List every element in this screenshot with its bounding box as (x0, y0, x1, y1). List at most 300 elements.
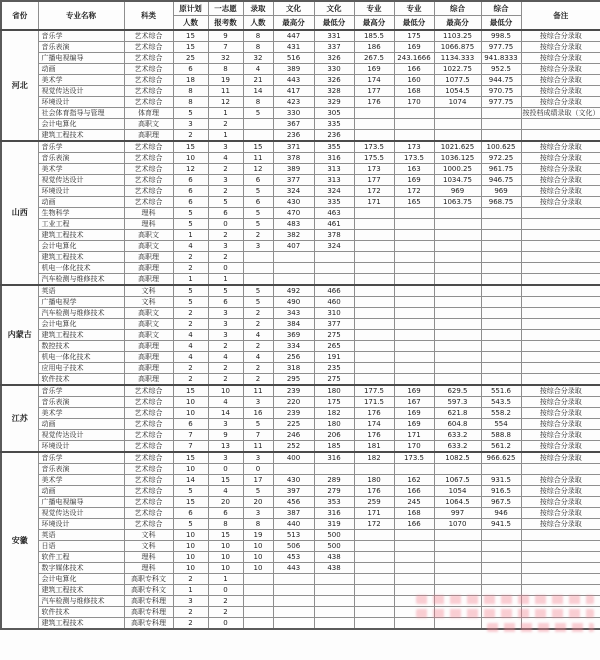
admitted-count-cell: 6 (243, 175, 273, 186)
admitted-count-cell (243, 618, 273, 630)
remark-cell (521, 618, 600, 630)
composite-min-cell: 588.8 (481, 430, 521, 441)
plan-count-cell: 2 (173, 252, 208, 263)
remark-cell: 按综合分录取 (521, 519, 600, 530)
category-cell: 艺术综合 (124, 441, 173, 453)
composite-min-cell: 952.5 (481, 64, 521, 75)
header-plan-sub: 人数 (173, 16, 208, 31)
composite-min-cell (481, 618, 521, 630)
table-row (1, 397, 600, 408)
remark-cell: 按综合分录取 (521, 186, 600, 197)
major-score-max-cell: 176 (354, 430, 394, 441)
culture-max-cell: 225 (273, 419, 314, 430)
table-row (1, 363, 600, 374)
table-row (1, 64, 600, 75)
first-choice-count-cell: 2 (208, 252, 243, 263)
table-row (1, 430, 600, 441)
major-cell: 会计电算化 (38, 574, 124, 585)
table-row (1, 596, 600, 607)
major-score-max-cell (354, 563, 394, 574)
major-score-min-cell (394, 352, 434, 363)
table-row (1, 352, 600, 363)
first-choice-count-cell: 9 (208, 30, 243, 42)
major-score-min-cell (394, 119, 434, 130)
culture-max-cell (273, 585, 314, 596)
table-row (1, 86, 600, 97)
major-score-max-cell: 176 (354, 97, 394, 108)
major-score-max-cell: 174 (354, 75, 394, 86)
first-choice-count-cell: 5 (208, 197, 243, 208)
remark-cell (521, 297, 600, 308)
first-choice-count-cell: 10 (208, 563, 243, 574)
culture-min-cell (314, 574, 354, 585)
major-score-max-cell (354, 208, 394, 219)
composite-max-cell (434, 285, 481, 297)
composite-min-cell: 551.6 (481, 385, 521, 397)
table-row (1, 441, 600, 453)
first-choice-count-cell: 9 (208, 430, 243, 441)
major-score-max-cell (354, 274, 394, 286)
category-cell: 艺术综合 (124, 519, 173, 530)
admitted-count-cell: 4 (243, 64, 273, 75)
plan-count-cell: 4 (173, 330, 208, 341)
category-cell: 艺术综合 (124, 164, 173, 175)
first-choice-count-cell: 0 (208, 618, 243, 630)
major-score-min-cell (394, 319, 434, 330)
header-major-score-min-sub: 最低分 (394, 16, 434, 31)
table-row (1, 585, 600, 596)
composite-min-cell: 968.75 (481, 197, 521, 208)
admitted-count-cell (243, 607, 273, 618)
composite-max-cell (434, 585, 481, 596)
first-choice-count-cell: 10 (208, 552, 243, 563)
table-row (1, 508, 600, 519)
culture-max-cell: 483 (273, 219, 314, 230)
culture-min-cell: 461 (314, 219, 354, 230)
culture-max-cell: 389 (273, 164, 314, 175)
category-cell: 艺术综合 (124, 385, 173, 397)
composite-min-cell: 977.75 (481, 97, 521, 108)
table-row (1, 252, 600, 263)
culture-min-cell (314, 274, 354, 286)
major-score-max-cell (354, 119, 394, 130)
first-choice-count-cell: 15 (208, 530, 243, 541)
composite-max-cell: 633.2 (434, 430, 481, 441)
major-score-min-cell: 170 (394, 441, 434, 453)
composite-min-cell (481, 530, 521, 541)
plan-count-cell: 1 (173, 274, 208, 286)
first-choice-count-cell: 10 (208, 541, 243, 552)
culture-max-cell: 506 (273, 541, 314, 552)
culture-max-cell (273, 618, 314, 630)
remark-cell: 按综合分录取 (521, 164, 600, 175)
admitted-count-cell: 4 (243, 330, 273, 341)
major-score-min-cell (394, 596, 434, 607)
major-score-max-cell (354, 530, 394, 541)
culture-max-cell: 513 (273, 530, 314, 541)
major-score-max-cell: 171 (354, 508, 394, 519)
province-cell: 山西 (1, 141, 38, 285)
major-score-min-cell (394, 585, 434, 596)
composite-max-cell (434, 563, 481, 574)
major-cell: 动画 (38, 64, 124, 75)
remark-cell: 按投档成绩录取（文化） (522, 109, 600, 117)
culture-max-cell: 453 (273, 552, 314, 563)
major-score-min-cell: 169 (394, 42, 434, 53)
major-cell: 生物科学 (38, 208, 124, 219)
composite-min-cell (481, 208, 521, 219)
major-score-min-cell: 169 (394, 408, 434, 419)
category-cell: 高职理 (124, 252, 173, 263)
category-cell: 高职文 (124, 319, 173, 330)
first-choice-count-cell: 3 (208, 330, 243, 341)
plan-count-cell: 15 (173, 30, 208, 42)
remark-cell: 按综合分录取 (521, 497, 600, 508)
composite-min-cell: 970.75 (481, 86, 521, 97)
major-score-min-cell (394, 252, 434, 263)
culture-min-cell: 326 (314, 75, 354, 86)
culture-min-cell (314, 618, 354, 630)
culture-max-cell: 397 (273, 486, 314, 497)
composite-max-cell (434, 130, 481, 142)
composite-max-cell: 1054 (434, 486, 481, 497)
composite-min-cell: 966.625 (481, 452, 521, 464)
major-cell: 会计电算化 (38, 319, 124, 330)
admitted-count-cell: 21 (243, 75, 273, 86)
plan-count-cell: 15 (173, 385, 208, 397)
admitted-count-cell: 2 (243, 374, 273, 386)
major-cell: 社会体育指导与管理 (38, 108, 124, 119)
culture-min-cell (314, 585, 354, 596)
composite-max-cell (434, 341, 481, 352)
admitted-count-cell: 8 (243, 97, 273, 108)
admitted-count-cell: 8 (243, 519, 273, 530)
remark-cell: 按综合分录取 (521, 197, 600, 208)
category-cell: 理科 (124, 563, 173, 574)
category-cell: 艺术综合 (124, 452, 173, 464)
remark-cell: 按综合分录取 (521, 86, 600, 97)
major-score-min-cell (394, 230, 434, 241)
category-cell: 体育理 (124, 108, 173, 119)
major-score-max-cell (354, 219, 394, 230)
remark-cell (521, 119, 600, 130)
major-cell: 建筑工程技术 (38, 230, 124, 241)
major-score-min-cell (394, 552, 434, 563)
category-cell: 艺术综合 (124, 186, 173, 197)
first-choice-count-cell: 19 (208, 75, 243, 86)
major-score-min-cell: 160 (394, 75, 434, 86)
composite-max-cell (434, 274, 481, 286)
culture-min-cell: 331 (314, 30, 354, 42)
province-cell: 河北 (1, 30, 38, 141)
composite-min-cell (481, 263, 521, 274)
culture-max-cell: 440 (273, 519, 314, 530)
admitted-count-cell: 2 (243, 363, 273, 374)
remark-cell: 按综合分录取 (521, 419, 600, 430)
culture-max-cell: 371 (273, 141, 314, 153)
plan-count-cell: 5 (173, 519, 208, 530)
remark-cell: 按综合分录取 (521, 141, 600, 153)
major-cell: 音乐表演 (38, 42, 124, 53)
category-cell: 文科 (124, 541, 173, 552)
plan-count-cell: 2 (173, 308, 208, 319)
remark-cell (521, 219, 600, 230)
remark-cell: 按综合分录取 (521, 397, 600, 408)
remark-cell (521, 330, 600, 341)
composite-max-cell (434, 363, 481, 374)
plan-count-cell: 4 (173, 241, 208, 252)
remark-cell (521, 574, 600, 585)
major-score-max-cell: 186 (354, 42, 394, 53)
composite-max-cell (434, 219, 481, 230)
remark-cell: 按综合分录取 (521, 75, 600, 86)
first-choice-count-cell: 0 (208, 585, 243, 596)
culture-min-cell: 337 (314, 42, 354, 53)
major-score-max-cell: 182 (354, 452, 394, 464)
culture-min-cell: 460 (314, 297, 354, 308)
culture-max-cell: 256 (273, 352, 314, 363)
table-row (1, 153, 600, 164)
composite-max-cell (434, 263, 481, 274)
culture-max-cell: 252 (273, 441, 314, 453)
major-score-max-cell: 176 (354, 408, 394, 419)
first-choice-count-cell: 4 (208, 352, 243, 363)
composite-max-cell (434, 308, 481, 319)
header-first-choice-sub: 报考数 (208, 16, 243, 31)
composite-min-cell: 941.5 (481, 519, 521, 530)
composite-max-cell: 997 (434, 508, 481, 519)
table-row (1, 563, 600, 574)
first-choice-count-cell: 0 (208, 219, 243, 230)
culture-min-cell: 463 (314, 208, 354, 219)
composite-min-cell (481, 374, 521, 386)
major-cell: 软件技术 (38, 374, 124, 386)
composite-max-cell (434, 552, 481, 563)
major-score-min-cell: 166 (394, 64, 434, 75)
major-score-min-cell: 167 (394, 397, 434, 408)
remark-cell: 按综合分录取 (521, 408, 600, 419)
composite-max-cell (434, 596, 481, 607)
remark-cell: 按综合分录取 (521, 385, 600, 397)
culture-max-cell: 516 (273, 53, 314, 64)
major-score-min-cell: 168 (394, 86, 434, 97)
plan-count-cell: 3 (173, 119, 208, 130)
major-score-min-cell (394, 574, 434, 585)
major-cell: 汽车检测与维修技术 (38, 274, 124, 286)
plan-count-cell: 10 (173, 563, 208, 574)
culture-max-cell: 343 (273, 308, 314, 319)
plan-count-cell: 5 (173, 285, 208, 297)
header-culture-max-sub: 最高分 (273, 16, 314, 31)
category-cell: 理科 (124, 208, 173, 219)
major-score-max-cell: 169 (354, 64, 394, 75)
first-choice-count-cell: 3 (208, 175, 243, 186)
culture-max-cell: 417 (273, 86, 314, 97)
major-score-min-cell: 163 (394, 164, 434, 175)
admitted-count-cell (243, 252, 273, 263)
major-cell: 环境设计 (38, 519, 124, 530)
plan-count-cell: 2 (173, 319, 208, 330)
admitted-count-cell: 3 (243, 397, 273, 408)
composite-max-cell (434, 530, 481, 541)
culture-max-cell: 389 (273, 64, 314, 75)
table-row (1, 530, 600, 541)
culture-min-cell: 275 (314, 330, 354, 341)
culture-max-cell: 443 (273, 563, 314, 574)
header-category: 科类 (124, 1, 173, 30)
plan-count-cell: 15 (173, 497, 208, 508)
first-choice-count-cell: 5 (208, 285, 243, 297)
composite-max-cell (434, 330, 481, 341)
composite-max-cell: 597.3 (434, 397, 481, 408)
plan-count-cell: 2 (173, 374, 208, 386)
composite-max-cell (434, 574, 481, 585)
plan-count-cell: 6 (173, 508, 208, 519)
first-choice-count-cell: 0 (208, 263, 243, 274)
culture-max-cell: 384 (273, 319, 314, 330)
major-score-min-cell: 173 (394, 141, 434, 153)
major-score-max-cell: 174 (354, 419, 394, 430)
culture-min-cell: 328 (314, 86, 354, 97)
major-cell: 英语 (38, 285, 124, 297)
plan-count-cell: 10 (173, 552, 208, 563)
composite-min-cell (481, 230, 521, 241)
plan-count-cell: 5 (173, 297, 208, 308)
culture-min-cell: 191 (314, 352, 354, 363)
plan-count-cell: 5 (173, 208, 208, 219)
culture-min-cell: 180 (314, 419, 354, 430)
culture-max-cell: 367 (273, 119, 314, 130)
major-score-min-cell (394, 241, 434, 252)
culture-min-cell: 180 (314, 385, 354, 397)
admitted-count-cell: 5 (243, 108, 273, 119)
composite-min-cell (481, 297, 521, 308)
table-row (1, 108, 600, 119)
major-score-max-cell: 171.5 (354, 397, 394, 408)
composite-min-cell (481, 574, 521, 585)
category-cell: 艺术综合 (124, 419, 173, 430)
plan-count-cell: 15 (173, 42, 208, 53)
culture-max-cell (273, 574, 314, 585)
culture-min-cell: 175 (314, 397, 354, 408)
composite-min-cell: 969 (481, 186, 521, 197)
major-cell: 建筑工程技术 (38, 330, 124, 341)
major-cell: 建筑工程技术 (38, 585, 124, 596)
composite-max-cell: 1022.75 (434, 64, 481, 75)
remark-cell: 按综合分录取 (521, 53, 600, 64)
composite-max-cell: 1103.25 (434, 30, 481, 42)
plan-count-cell: 5 (173, 219, 208, 230)
major-score-max-cell (354, 308, 394, 319)
plan-count-cell: 3 (173, 596, 208, 607)
table-row (1, 141, 600, 153)
culture-max-cell: 492 (273, 285, 314, 297)
table-row (1, 42, 600, 53)
composite-min-cell: 916.5 (481, 486, 521, 497)
admitted-count-cell: 11 (243, 385, 273, 397)
table-row (1, 197, 600, 208)
remark-cell: 按综合分录取 (521, 64, 600, 75)
remark-cell (521, 208, 600, 219)
major-score-min-cell (394, 285, 434, 297)
composite-max-cell: 1066.875 (434, 42, 481, 53)
header-culture-max: 文化 (273, 1, 314, 16)
major-score-min-cell: 168 (394, 508, 434, 519)
composite-min-cell (481, 352, 521, 363)
culture-max-cell: 423 (273, 97, 314, 108)
culture-max-cell: 295 (273, 374, 314, 386)
table-row (1, 208, 600, 219)
category-cell: 理科 (124, 552, 173, 563)
culture-min-cell: 313 (314, 175, 354, 186)
major-cell: 美术学 (38, 75, 124, 86)
culture-min-cell: 378 (314, 230, 354, 241)
composite-max-cell (434, 464, 481, 475)
plan-count-cell: 10 (173, 530, 208, 541)
composite-max-cell (434, 541, 481, 552)
composite-max-cell (434, 607, 481, 618)
composite-min-cell: 931.5 (481, 475, 521, 486)
table-row (1, 464, 600, 475)
composite-min-cell (481, 585, 521, 596)
first-choice-count-cell: 0 (208, 464, 243, 475)
category-cell: 艺术综合 (124, 153, 173, 164)
first-choice-count-cell: 3 (208, 141, 243, 153)
plan-count-cell: 7 (173, 441, 208, 453)
culture-max-cell: 377 (273, 175, 314, 186)
culture-max-cell: 387 (273, 508, 314, 519)
admitted-count-cell: 0 (243, 464, 273, 475)
major-cell: 音乐学 (38, 141, 124, 153)
remark-cell: 按综合分录取 (521, 430, 600, 441)
category-cell: 高职理 (124, 374, 173, 386)
major-score-max-cell (354, 319, 394, 330)
admitted-count-cell (243, 574, 273, 585)
composite-max-cell: 1134.333 (434, 53, 481, 64)
first-choice-count-cell: 4 (208, 397, 243, 408)
major-score-max-cell: 177 (354, 175, 394, 186)
admitted-count-cell: 16 (243, 408, 273, 419)
major-score-max-cell (354, 263, 394, 274)
plan-count-cell: 1 (173, 230, 208, 241)
major-score-max-cell: 175.5 (354, 153, 394, 164)
admitted-count-cell: 5 (243, 419, 273, 430)
culture-min-cell: 377 (314, 319, 354, 330)
table-row (1, 519, 600, 530)
major-cell: 音乐表演 (38, 397, 124, 408)
culture-min-cell: 324 (314, 241, 354, 252)
culture-min-cell (314, 252, 354, 263)
plan-count-cell: 10 (173, 408, 208, 419)
major-score-max-cell (354, 297, 394, 308)
culture-max-cell: 431 (273, 42, 314, 53)
major-score-max-cell: 172 (354, 186, 394, 197)
first-choice-count-cell: 6 (208, 297, 243, 308)
major-score-max-cell: 181 (354, 441, 394, 453)
culture-max-cell: 400 (273, 452, 314, 464)
table-row (1, 263, 600, 274)
major-cell: 美术学 (38, 408, 124, 419)
culture-max-cell: 470 (273, 208, 314, 219)
composite-max-cell: 604.8 (434, 419, 481, 430)
plan-count-cell: 1 (173, 585, 208, 596)
composite-max-cell: 1064.5 (434, 497, 481, 508)
composite-min-cell: 100.625 (481, 141, 521, 153)
plan-count-cell: 14 (173, 475, 208, 486)
first-choice-count-cell: 7 (208, 42, 243, 53)
culture-min-cell: 324 (314, 186, 354, 197)
remark-cell: 按综合分录取 (521, 486, 600, 497)
